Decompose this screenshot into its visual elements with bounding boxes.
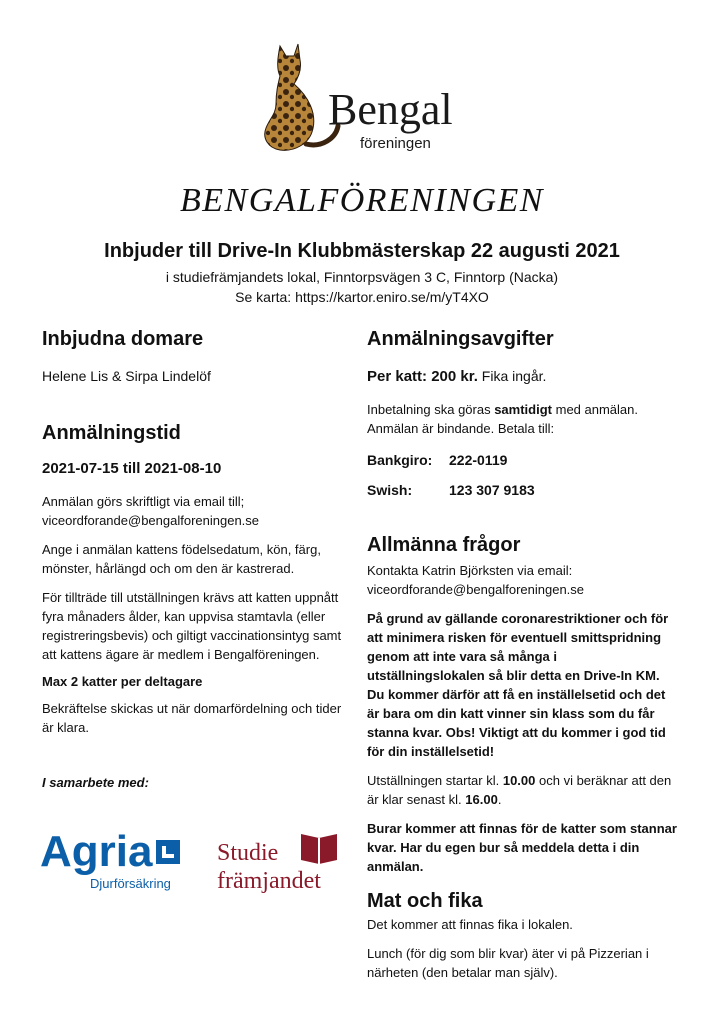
cat-silhouette-icon bbox=[258, 40, 458, 158]
registration-requirements-text: För tillträde till utställningen krävs att katten uppnått fyra månaders ålder, kan uppvisa stamtavla (eller registreringsbevis) och giltigt vaccinationsintyg samt att kattens ägare är medlem i Bengalföreningen. bbox=[42, 590, 342, 662]
agria-word: Agria bbox=[40, 827, 153, 876]
bankgiro-label: Bankgiro: bbox=[367, 452, 433, 468]
time-pre: Utställningen startar kl. bbox=[367, 773, 503, 788]
registration-details-text: Ange i anmälan kattens födelsedatum, kön, färg, mönster, hårlängd och om den är kastrerad. bbox=[42, 542, 321, 576]
swish-row bbox=[367, 482, 677, 498]
max-cats-text: Max 2 katter per deltagare bbox=[42, 674, 203, 689]
price-line bbox=[367, 367, 677, 386]
studie-line2: främjandet bbox=[217, 868, 321, 894]
cages-text: Burar kommer att finnas för de katter som stannar kvar. Har du egen bur så meddela detta i din anmälan. bbox=[367, 821, 677, 874]
payment-bold: samtidigt bbox=[494, 402, 552, 417]
confirmation-text: Bekräftelse skickas ut när domarfördelning och tider är klara. bbox=[42, 701, 342, 735]
price-rest: Fika ingår. bbox=[477, 368, 547, 384]
show-time-text bbox=[367, 771, 677, 809]
right-column bbox=[367, 328, 677, 982]
corona-notice: På grund av gällande coronarestriktioner och för att minimera risken för eventuell smittspridning genom att inte vara så många i utställningslokalen så blir detta en Drive-In KM. Du kommer därför att få en inställelsetid och det är bara om din katt vinner sin klass som du får stanna kvar. Obs! Viktigt att du kommer i god tid för din inställelsetid! bbox=[367, 611, 669, 759]
agria-logo bbox=[40, 826, 190, 896]
time-start: 10.00 bbox=[502, 773, 536, 788]
agria-sub: Djurförsäkring bbox=[90, 876, 171, 891]
studie-line1: Studie bbox=[217, 840, 279, 866]
payment-post: med anmälan. Anmälan är bindande. Betala till: bbox=[367, 402, 638, 436]
event-subtitle: Inbjuder till Drive-In Klubbmästerskap 22 augusti 2021 bbox=[104, 240, 620, 262]
time-mid: och vi beräknar att den är klar senast kl. bbox=[367, 773, 672, 807]
studiefrämjandet-logo bbox=[215, 826, 345, 896]
swish-label: Swish: bbox=[367, 482, 413, 498]
payment-text bbox=[367, 400, 677, 438]
registration-email-text: Anmälan görs skriftligt via email till; viceordforande@bengalforeningen.se bbox=[42, 494, 260, 528]
swish-value: 123 307 9183 bbox=[449, 482, 535, 498]
fika-text: Det kommer att finnas fika i lokalen. bbox=[367, 917, 573, 932]
map-link[interactable]: Se karta: https://kartor.eniro.se/m/yT4XO bbox=[235, 289, 489, 305]
judges-names: Helene Lis & Sirpa Lindelöf bbox=[42, 368, 211, 384]
left-column bbox=[42, 328, 342, 792]
registration-heading: Anmälningstid bbox=[42, 422, 181, 444]
registration-dates: 2021-07-15 till 2021-08-10 bbox=[42, 460, 222, 477]
price-bold: Per katt: 200 kr. bbox=[367, 368, 478, 385]
partners-label: I samarbete med: bbox=[42, 775, 149, 790]
bankgiro-row bbox=[367, 452, 677, 468]
bankgiro-value: 222-0119 bbox=[449, 452, 508, 468]
lunch-text: Lunch (för dig som blir kvar) äter vi på Pizzerian i närheten (den betalar man själv). bbox=[367, 946, 649, 980]
page-title: BENGALFÖRENINGEN bbox=[180, 182, 544, 219]
time-post: . bbox=[497, 792, 502, 807]
logo-subword: föreningen bbox=[360, 135, 431, 152]
logo-word: Bengal bbox=[328, 85, 453, 134]
payment-pre: Inbetalning ska göras bbox=[367, 402, 495, 417]
time-end: 16.00 bbox=[465, 792, 498, 807]
questions-heading: Allmänna frågor bbox=[367, 534, 521, 556]
judges-heading: Inbjudna domare bbox=[42, 328, 204, 350]
fees-heading: Anmälningsavgifter bbox=[367, 328, 554, 350]
contact-text: Kontakta Katrin Björksten via email: bbox=[367, 563, 573, 578]
event-location: i studiefrämjandets lokal, Finntorpsvägen 3 C, Finntorp (Nacka) bbox=[165, 269, 559, 285]
food-heading: Mat och fika bbox=[367, 890, 483, 912]
bengal-logo bbox=[258, 40, 458, 158]
contact-email[interactable]: viceordforande@bengalforeningen.se bbox=[367, 582, 585, 597]
